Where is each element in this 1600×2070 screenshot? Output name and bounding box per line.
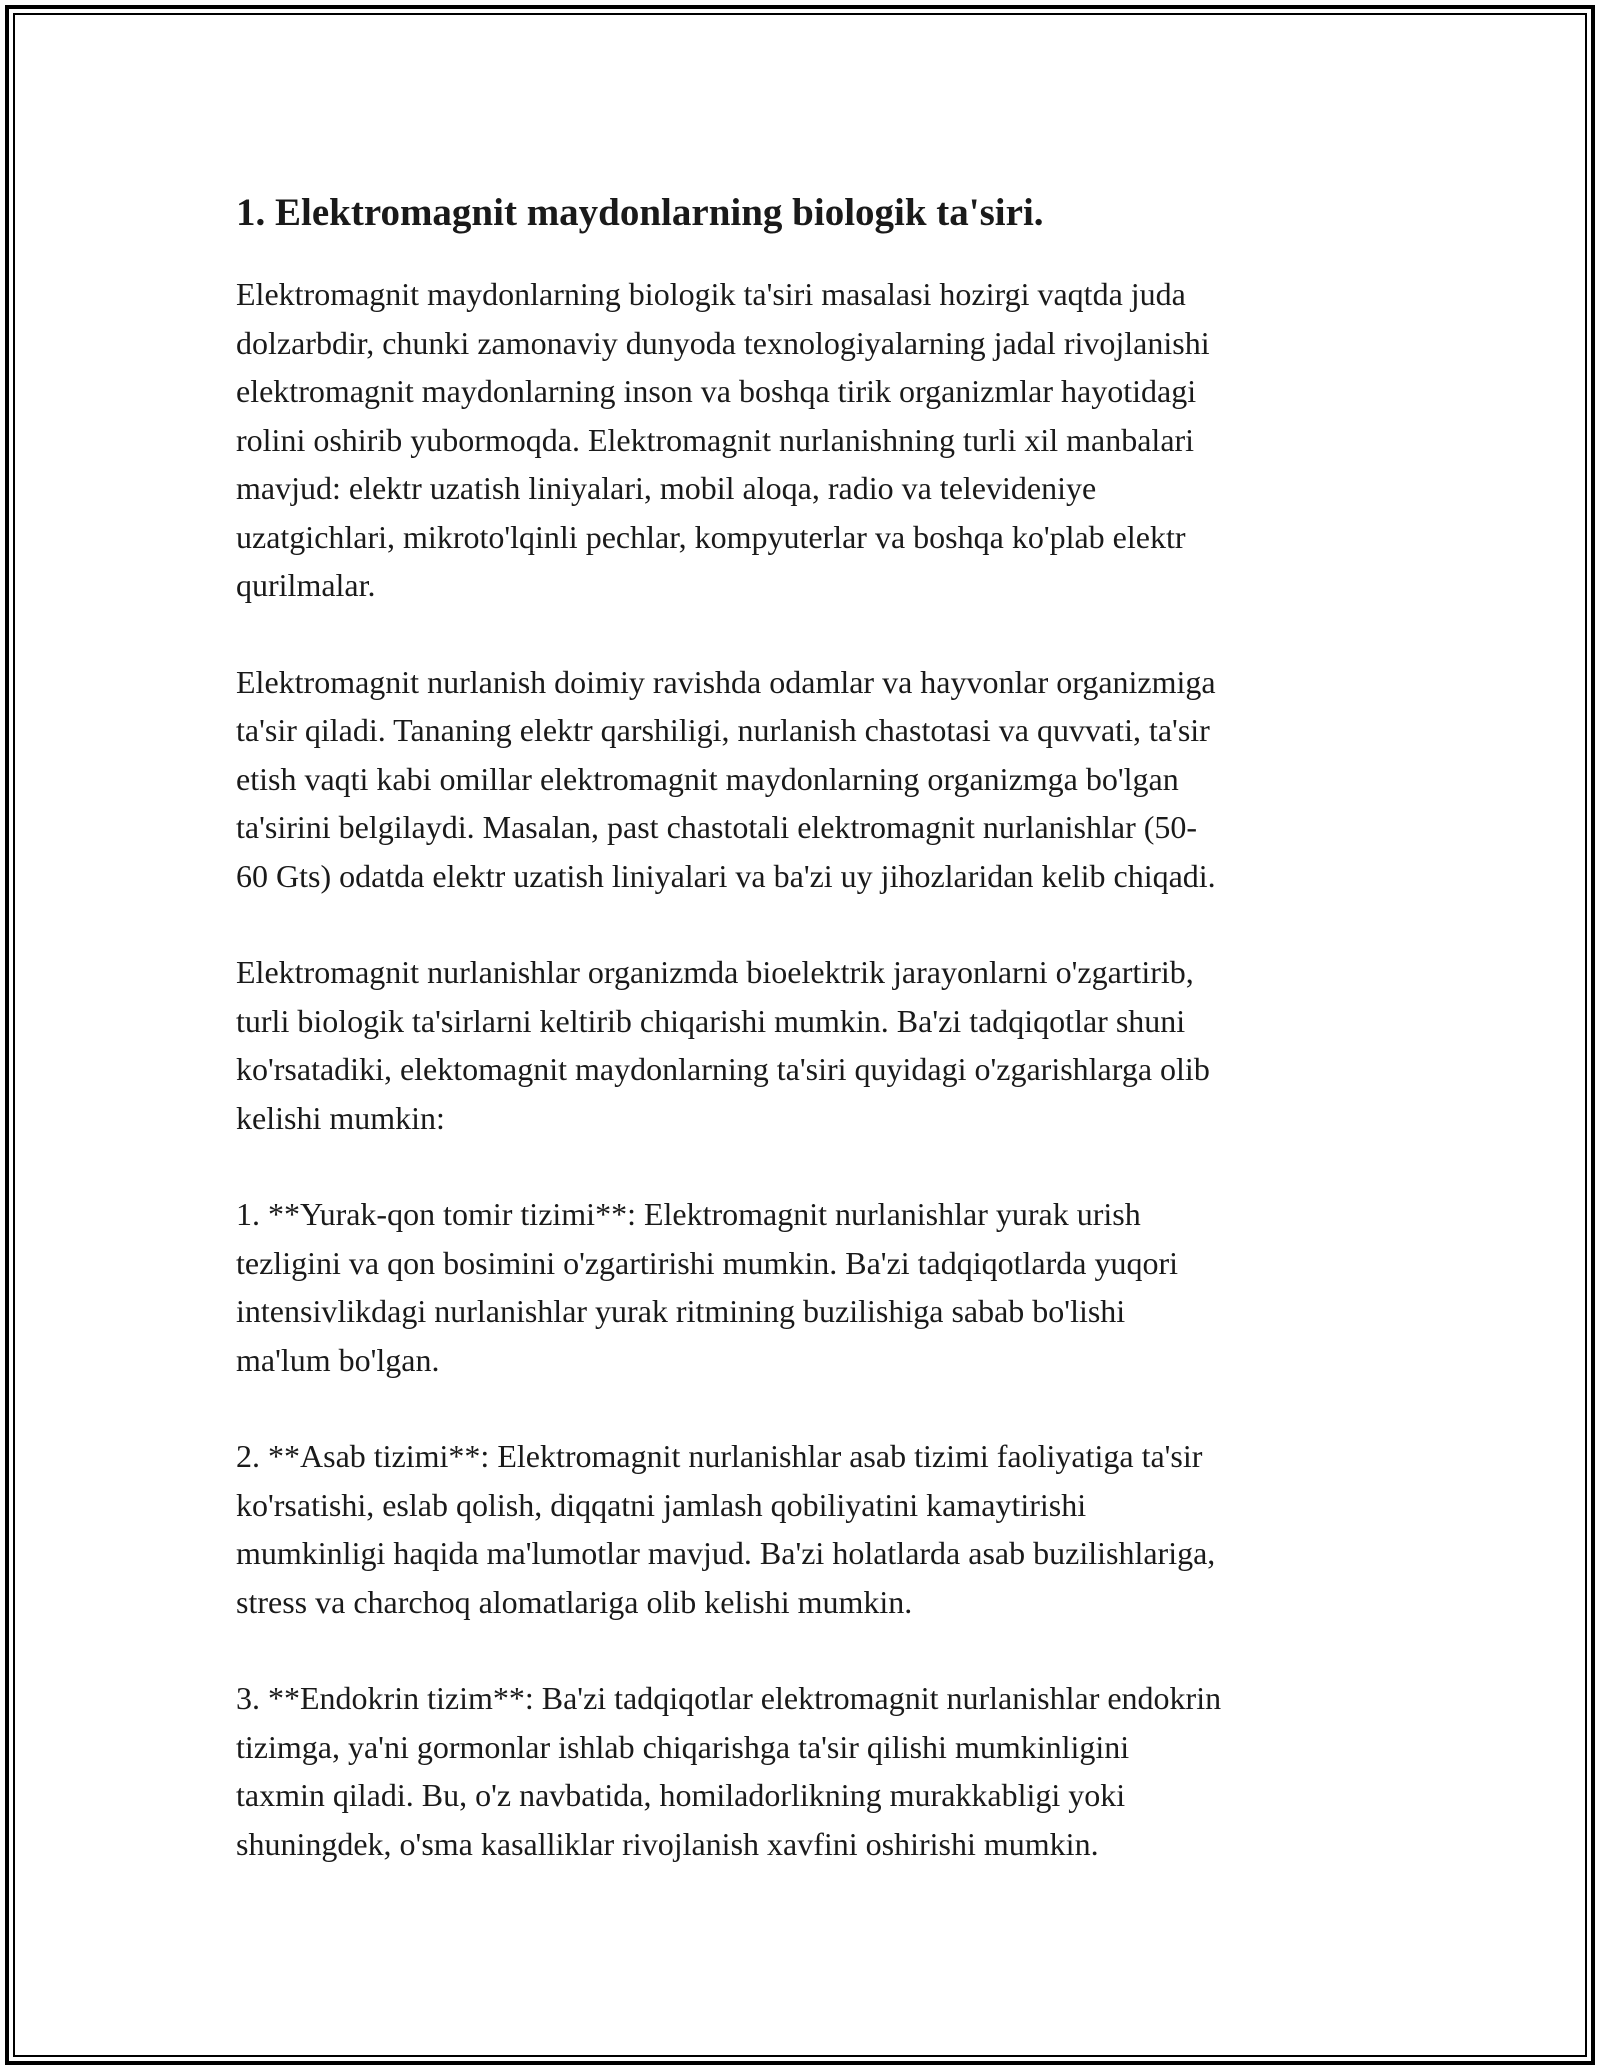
paragraph-effects-lead: Elektromagnit nurlanishlar organizmda bioelektrik jarayonlarni o'zgartirib, turli biologik ta'sirlarni keltirib chiqarishi mumkin. Ba'zi tadqiqotlar shuni ko'rsatadiki, elektomagnit maydonlarning ta'siri quyidagi o'zgarishlarga olib kelishi mumkin: (236, 954, 1210, 1136)
list-item-endocrine: 3. **Endokrin tizim**: Ba'zi tadqiqotlar elektromagnit nurlanishlar endokrin tizimga, ya'ni gormonlar ishlab chiqarishga ta'sir qilishi mumkinligini taxmin qiladi. Bu, o'z navbatida, homiladorlikning murakkabligi yoki shuningdek, o'sma kasalliklar rivojlanish xavfini oshirishi mumkin. (236, 1680, 1222, 1862)
list-item-nervous-system: 2. **Asab tizimi**: Elektromagnit nurlanishlar asab tizimi faoliyatiga ta'sir ko'rsatishi, eslab qolish, diqqatni jamlash qobiliyatini kamaytirishi mumkinligi haqida ma'lumotlar mavjud. Ba'zi holatlarda asab buzilishlariga, stress va charchoq alomatlariga olib kelishi mumkin. (236, 1438, 1216, 1620)
paragraph-intro: Elektromagnit maydonlarning biologik ta'siri masalasi hozirgi vaqtda juda dolzarbdir, chunki zamonaviy dunyoda texnologiyalarning jadal rivojlanishi elektromagnit maydonlarning inson va boshqa tirik organizmlar hayotidagi rolini oshirib yubormoqda. Elektromagnit nurlanishning turli xil manbalari mavjud: elektr uzatish liniyalari, mobil aloqa, radio va televideniye uzatgichlari, mikroto'lqinli pechlar, kompyuterlar va boshqa ko'plab elektr qurilmalar. (236, 276, 1210, 603)
document-title: 1. Elektromagnit maydonlarning biologik ta'siri. (236, 191, 1044, 234)
paragraph-exposure: Elektromagnit nurlanish doimiy ravishda odamlar va hayvonlar organizmiga ta'sir qiladi. Tananing elektr qarshiligi, nurlanish chastotasi va quvvati, ta'sir etish vaqti kabi omillar elektromagnit maydonlarning organizmga bo'lgan ta'sirini belgilaydi. Masalan, past chastotali elektromagnit nurlanishlar (50- 60 Gts) odatda elektr uzatish liniyalari va ba'zi uy jihozlaridan kelib chiqadi. (236, 663, 1216, 894)
document-body (236, 186, 1386, 1916)
list-item-cardiovascular: 1. **Yurak-qon tomir tizimi**: Elektromagnit nurlanishlar yurak urish tezligini va qon bosimini o'zgartirishi mumkin. Ba'zi tadqiqotlarda yuqori intensivlikdagi nurlanishlar yurak ritmining buzilishiga sabab bo'lishi ma'lum bo'lgan. (236, 1196, 1179, 1378)
